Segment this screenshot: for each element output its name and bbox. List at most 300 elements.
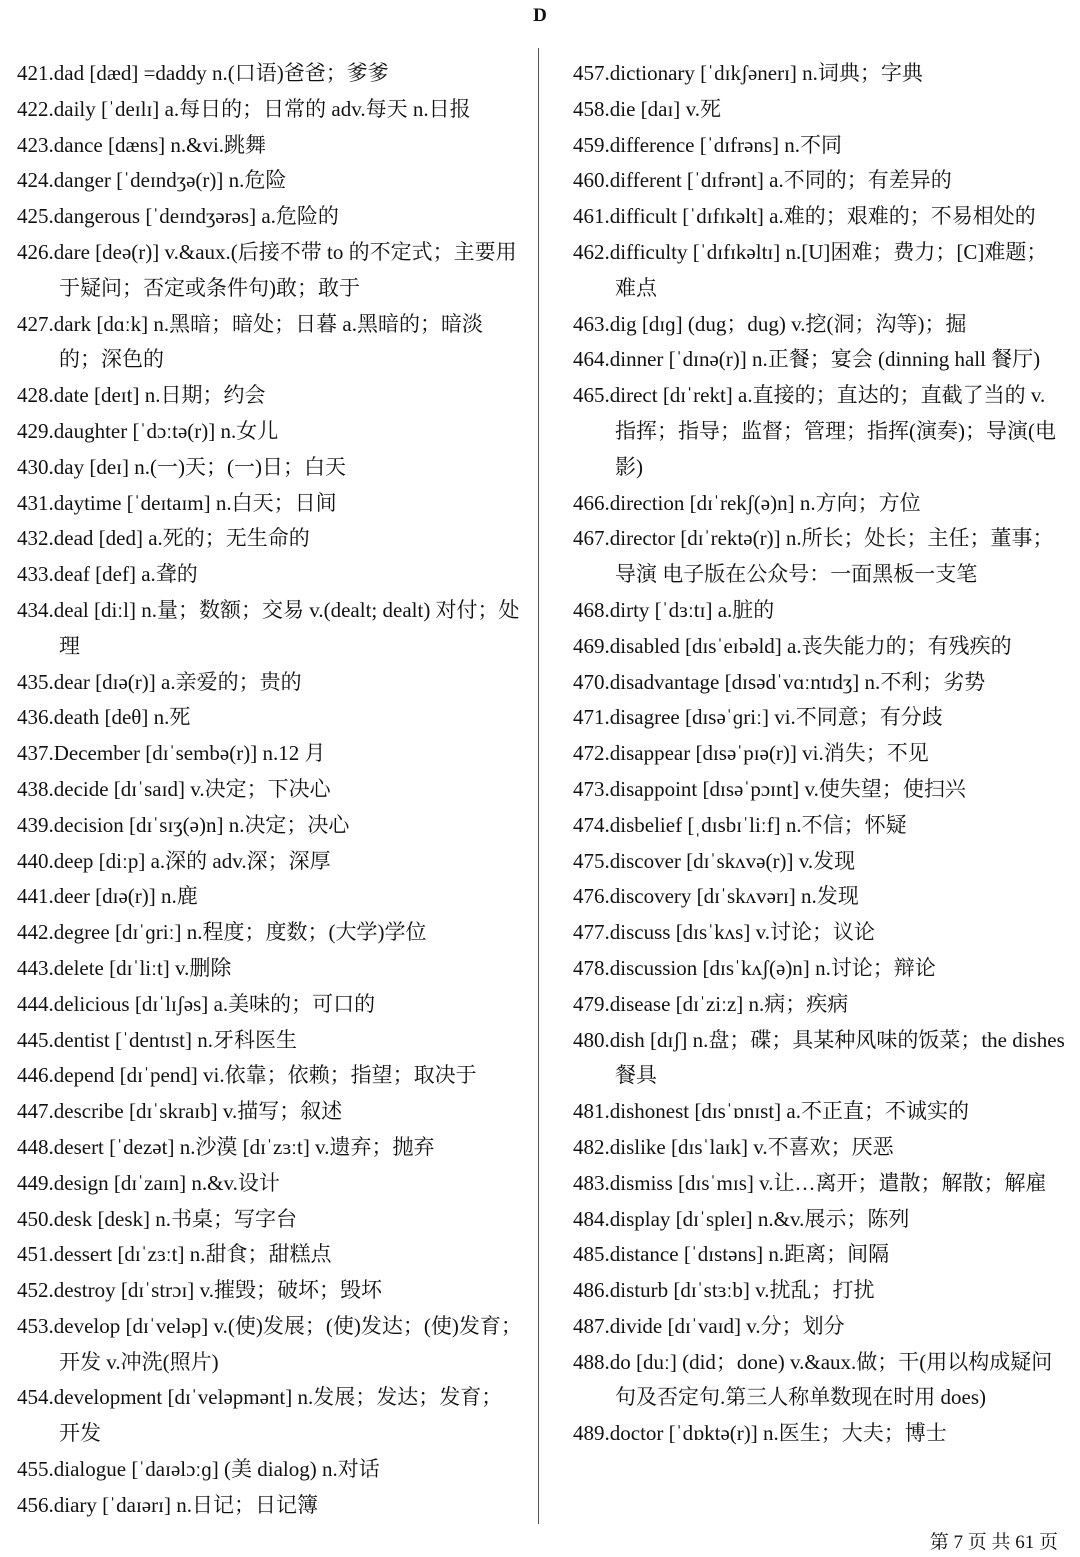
entry-number: 452. <box>17 1278 54 1303</box>
entry-word: dish <box>609 1027 645 1052</box>
entry-pronunciation: [ˈdeɪndʒə(r)] <box>116 168 224 193</box>
entry-number: 433. <box>17 562 54 587</box>
vocab-entry <box>17 307 522 379</box>
entry-pronunciation: [ˈdeɪndʒərəs] <box>145 204 257 229</box>
entry-number: 462. <box>573 239 610 264</box>
vocab-entry <box>573 128 1065 164</box>
vocab-entry <box>573 951 1065 987</box>
vocab-entry <box>17 128 522 164</box>
entry-pronunciation: [dɪˈstrɔɪ] <box>120 1278 195 1303</box>
vocab-entry <box>17 1023 522 1059</box>
entry-definition: a.脏的 <box>717 597 775 622</box>
entry-word: decision <box>53 812 124 837</box>
entry-pronunciation: [dɪˈveləpmənt] <box>167 1385 293 1410</box>
entry-word: delete <box>53 955 104 980</box>
entry-definition: v.讨论；议论 <box>755 920 875 945</box>
entry-number: 479. <box>573 991 610 1016</box>
entry-definition: v.删除 <box>175 955 232 980</box>
vocab-entry <box>17 1488 522 1524</box>
entry-definition: a.丧失能力的；有残疾的 <box>787 633 1012 658</box>
entry-word: dishonest <box>609 1099 690 1124</box>
vocab-entry <box>573 593 1065 629</box>
entry-definition: (美 dialog) n.对话 <box>224 1457 380 1482</box>
entry-number: 443. <box>17 955 54 980</box>
entry-number: 476. <box>573 884 610 909</box>
entry-pronunciation: [ˈdɜːtɪ] <box>654 597 713 622</box>
entry-number: 486. <box>573 1278 610 1303</box>
vocab-entry <box>573 92 1065 128</box>
entry-pronunciation: [dɪˈzɜːt] <box>117 1242 185 1267</box>
entry-pronunciation: [dɪˈsaɪd] <box>113 776 185 801</box>
entry-word: desk <box>53 1206 93 1231</box>
entry-definition: v.死 <box>685 96 721 121</box>
entry-word: date <box>53 383 89 408</box>
entry-pronunciation: [dɪsˈkʌʃ(ə)n] <box>702 955 810 980</box>
entry-word: dismiss <box>609 1170 673 1195</box>
entry-word: describe <box>53 1099 124 1124</box>
entry-word: deaf <box>53 562 90 587</box>
entry-pronunciation: [ˈdɪfrənt] <box>686 168 764 193</box>
entry-definition: a.不同的；有差异的 <box>769 168 952 193</box>
entry-pronunciation: [duː] <box>636 1349 677 1374</box>
vocab-entry <box>17 1237 522 1273</box>
entry-pronunciation: [dæd] <box>89 61 139 85</box>
entry-word: dare <box>53 239 90 264</box>
entry-word: disturb <box>609 1278 669 1303</box>
vocab-entry <box>573 915 1065 951</box>
entry-word: decide <box>53 776 109 801</box>
entry-word: dance <box>53 132 103 157</box>
vocab-entry <box>573 665 1065 701</box>
entry-number: 489. <box>573 1421 610 1446</box>
entry-number: 431. <box>17 490 54 515</box>
vocab-entry <box>17 414 522 450</box>
vocab-entry <box>573 736 1065 772</box>
entry-word: difficult <box>609 204 678 229</box>
entry-word: do <box>609 1349 631 1374</box>
entry-definition: n.甜食；甜糕点 <box>189 1242 332 1267</box>
entry-definition: v.让…离开；遣散；解散；解雇 <box>759 1170 1047 1195</box>
vocab-entry <box>17 879 522 915</box>
vocab-entry <box>17 1094 522 1130</box>
entry-definition: vi.不同意；有分歧 <box>774 705 943 730</box>
vocab-entry <box>17 736 522 772</box>
entry-number: 429. <box>17 418 54 443</box>
right-column <box>573 56 1065 1452</box>
vocab-entry <box>573 1309 1065 1345</box>
entry-definition: n.&vi.跳舞 <box>170 132 267 157</box>
entry-definition: n.女儿 <box>220 418 279 443</box>
entry-definition: a.聋的 <box>141 562 198 587</box>
entry-number: 484. <box>573 1206 610 1231</box>
entry-definition: n.(一)天；(一)日；白天 <box>134 454 346 479</box>
entry-word: day <box>53 454 85 479</box>
entry-word: danger <box>53 168 111 193</box>
entry-pronunciation: [dɪsəˈpɔɪnt] <box>702 776 800 801</box>
entry-number: 428. <box>17 383 54 408</box>
entry-definition: n.日期；约会 <box>144 383 266 408</box>
entry-word: die <box>609 96 636 121</box>
entry-number: 445. <box>17 1027 54 1052</box>
entry-number: 453. <box>17 1313 54 1338</box>
entry-pronunciation: [ˈdɪstəns] <box>683 1242 764 1267</box>
vocab-entry <box>573 629 1065 665</box>
entry-pronunciation: [dɪˈpend] <box>119 1063 198 1088</box>
entry-number: 430. <box>17 454 54 479</box>
entry-number: 483. <box>573 1170 610 1195</box>
entry-pronunciation: [dɪˈskraɪb] <box>128 1099 218 1124</box>
entry-number: 458. <box>573 96 610 121</box>
page-number: 第 7 页 共 61 页 <box>929 1532 1058 1553</box>
entry-definition: v.&aux.(后接不带 to 的不定式；主要用于疑问；否定或条件句)敢；敢于 <box>59 239 517 300</box>
entry-definition: a.亲爱的；贵的 <box>161 669 302 694</box>
entry-number: 468. <box>573 597 610 622</box>
page-header-letter: D <box>533 5 547 26</box>
vocab-entry <box>573 1166 1065 1202</box>
entry-pronunciation: [diːl] <box>93 597 136 622</box>
entry-word: discover <box>609 848 681 873</box>
entry-number: 425. <box>17 204 54 229</box>
entry-number: 488. <box>573 1349 610 1374</box>
entry-pronunciation: [deɪ] <box>89 454 129 479</box>
entry-number: 448. <box>17 1134 54 1159</box>
entry-number: 472. <box>573 741 610 766</box>
entry-number: 451. <box>17 1242 54 1267</box>
entry-pronunciation: [ded] <box>98 526 143 551</box>
entry-pronunciation: [dɪsˈlaɪk] <box>671 1134 748 1159</box>
entry-number: 477. <box>573 920 610 945</box>
entry-number: 427. <box>17 311 54 336</box>
entry-number: 464. <box>573 347 610 372</box>
vocab-entry <box>573 1094 1065 1130</box>
entry-number: 439. <box>17 812 54 837</box>
vocab-entry <box>17 808 522 844</box>
entry-word: depend <box>53 1063 115 1088</box>
entry-definition: n.所长；处长；主任；董事；导演 电子版在公众号：一面黑板一支笔 <box>615 526 1054 587</box>
entry-number: 463. <box>573 311 610 336</box>
entry-pronunciation: [dɪˈsɪʒ(ə)n] <box>128 812 224 837</box>
entry-pronunciation: [dɪˈskʌvə(r)] <box>686 848 794 873</box>
entry-pronunciation: [def] <box>95 562 136 587</box>
vocab-entry <box>573 1345 1065 1417</box>
vocab-entry <box>573 1416 1065 1452</box>
vocab-entry <box>573 486 1065 522</box>
entry-word: difficulty <box>609 239 688 264</box>
entry-word: destroy <box>53 1278 116 1303</box>
entry-definition: v.不喜欢；厌恶 <box>753 1134 894 1159</box>
entry-definition: v.分；划分 <box>746 1313 845 1338</box>
vocab-entry <box>573 1202 1065 1238</box>
vocab-entry <box>17 700 522 736</box>
vocab-entry <box>17 235 522 307</box>
entry-number: 435. <box>17 669 54 694</box>
entry-word: distance <box>609 1242 679 1267</box>
vocab-entry <box>573 808 1065 844</box>
entry-definition: v.(使)发展；(使)发达；(使)发育；开发 v.冲洗(照片) <box>59 1313 522 1374</box>
entry-number: 449. <box>17 1170 54 1195</box>
entry-word: doctor <box>609 1421 664 1446</box>
entry-definition: a.每日的；日常的 adv.每天 n.日报 <box>164 96 471 121</box>
entry-definition: a.难的；艰难的；不易相处的 <box>769 204 1036 229</box>
entry-pronunciation: [dæns] <box>107 132 166 157</box>
entry-word: disagree <box>609 705 680 730</box>
entry-number: 467. <box>573 526 610 551</box>
entry-definition: n.程度；度数；(大学)学位 <box>186 920 427 945</box>
entry-pronunciation: [diːp] <box>98 848 146 873</box>
entry-word: delicious <box>53 991 130 1016</box>
vocab-entry <box>17 378 522 414</box>
entry-word: direct <box>609 383 658 408</box>
column-divider <box>538 48 539 1524</box>
entry-number: 442. <box>17 920 54 945</box>
entry-definition: v.使失望；使扫兴 <box>804 776 966 801</box>
entry-number: 440. <box>17 848 54 873</box>
entry-pronunciation: [dɪə(r)] <box>95 884 156 909</box>
entry-word: daughter <box>53 418 128 443</box>
entry-number: 460. <box>573 168 610 193</box>
entry-number: 475. <box>573 848 610 873</box>
entry-number: 469. <box>573 633 610 658</box>
vocab-entry <box>573 521 1065 593</box>
entry-definition: v.摧毁；破坏；毁坏 <box>199 1278 382 1303</box>
entry-word: discussion <box>609 955 698 980</box>
entry-number: 424. <box>17 168 54 193</box>
entry-word: daytime <box>53 490 122 515</box>
entry-word: disease <box>609 991 671 1016</box>
entry-number: 434. <box>17 597 54 622</box>
entry-number: 450. <box>17 1206 54 1231</box>
vocab-entry <box>573 1023 1065 1095</box>
entry-number: 481. <box>573 1099 610 1124</box>
entry-number: 478. <box>573 955 610 980</box>
entry-definition: n.书桌；写字台 <box>155 1206 297 1231</box>
entry-definition: (did；done) v.&aux.做；干(用以构成疑问句及否定句.第三人称单数现在时用 does) <box>615 1349 1053 1410</box>
entry-definition: n.鹿 <box>161 884 198 909</box>
vocab-entry <box>17 199 522 235</box>
entry-definition: n.发展；发达；发育；开发 <box>59 1385 503 1446</box>
entry-pronunciation: [deɪt] <box>93 383 140 408</box>
entry-definition: =daddy n.(口语)爸爸；爹爹 <box>143 61 389 85</box>
entry-pronunciation: [dɪˈlɪʃəs] <box>134 991 209 1016</box>
entry-definition: v.描写；叙述 <box>222 1099 343 1124</box>
entry-definition: n.正餐；宴会 (dinning hall 餐厅) <box>752 347 1041 372</box>
entry-pronunciation: [ˈdɪfɪkəltɪ] <box>692 239 781 264</box>
entry-pronunciation: [dɪsˈkʌs] <box>675 920 751 945</box>
entry-word: dictionary <box>609 61 695 85</box>
entry-pronunciation: [deə(r)] <box>95 239 160 264</box>
entry-definition: a.死的；无生命的 <box>148 526 310 551</box>
entry-number: 487. <box>573 1313 610 1338</box>
vocab-entry <box>573 987 1065 1023</box>
entry-word: dislike <box>609 1134 666 1159</box>
entry-pronunciation: [ˈdɪnə(r)] <box>668 347 747 372</box>
entry-word: develop <box>53 1313 121 1338</box>
entry-pronunciation: [ˈdɔːtə(r)] <box>132 418 216 443</box>
entry-definition: vi.消失；不见 <box>802 741 929 766</box>
vocab-entry <box>17 557 522 593</box>
entry-definition: n.方向；方位 <box>799 490 921 515</box>
entry-number: 444. <box>17 991 54 1016</box>
vocab-entry <box>573 307 1065 343</box>
entry-number: 459. <box>573 132 610 157</box>
entry-pronunciation: [dɪˈrekt] <box>662 383 733 408</box>
left-column <box>17 56 522 1524</box>
entry-word: disappear <box>609 741 691 766</box>
entry-number: 456. <box>17 1492 54 1517</box>
entry-number: 436. <box>17 705 54 730</box>
entry-word: December <box>53 741 141 766</box>
vocab-entry <box>573 56 1065 92</box>
entry-pronunciation: [dɪˈzaɪn] <box>113 1170 187 1195</box>
vocab-entry <box>17 1452 522 1488</box>
entry-pronunciation: [ˈdaɪərɪ] <box>102 1492 171 1517</box>
entry-definition: n.词典；字典 <box>802 61 923 85</box>
vocab-entry <box>573 199 1065 235</box>
entry-word: deer <box>53 884 90 909</box>
entry-word: daily <box>53 96 96 121</box>
entry-word: deal <box>53 597 89 622</box>
vocab-entry <box>573 235 1065 307</box>
entry-pronunciation: [dɪsˈmɪs] <box>678 1170 754 1195</box>
entry-definition: a.直接的；直达的；直截了当的 v.指挥；指导；监督；管理；指挥(演奏)；导演(电影) <box>615 383 1056 479</box>
entry-pronunciation: [dɪˈliːt] <box>109 955 170 980</box>
entry-pronunciation: [dɪsəˈɡriː] <box>684 705 769 730</box>
entry-definition: n.危险 <box>228 168 287 193</box>
entry-word: dessert <box>53 1242 113 1267</box>
vocab-entry <box>17 665 522 701</box>
entry-pronunciation: [dɪʃ] <box>650 1027 688 1052</box>
entry-word: divide <box>609 1313 663 1338</box>
entry-pronunciation: [ˈdezət] <box>109 1134 175 1159</box>
entry-number: 446. <box>17 1063 54 1088</box>
entry-pronunciation: [dɪˈskʌvərɪ] <box>696 884 796 909</box>
entry-number: 423. <box>17 132 54 157</box>
entry-word: dialogue <box>53 1457 127 1482</box>
vocab-entry <box>17 1166 522 1202</box>
vocab-entry <box>573 879 1065 915</box>
entry-definition: n.沙漠 [dɪˈzɜːt] v.遗弃；抛弃 <box>179 1134 435 1159</box>
vocab-entry <box>573 844 1065 880</box>
vocab-entry <box>17 1058 522 1094</box>
entry-pronunciation: [ˈdɪkʃənerɪ] <box>700 61 797 85</box>
entry-pronunciation: [ˈdentɪst] <box>115 1027 192 1052</box>
entry-number: 432. <box>17 526 54 551</box>
entry-word: dangerous <box>53 204 141 229</box>
entry-pronunciation: [dɪˈrektə(r)] <box>680 526 781 551</box>
entry-word: design <box>53 1170 109 1195</box>
vocab-entry <box>17 1380 522 1452</box>
entry-definition: v.扰乱；打扰 <box>755 1278 875 1303</box>
entry-word: dark <box>53 311 92 336</box>
entry-word: direction <box>609 490 685 515</box>
vocab-entry <box>573 772 1065 808</box>
vocab-entry <box>573 378 1065 485</box>
entry-pronunciation: [dɪˈstɜːb] <box>673 1278 750 1303</box>
entry-number: 482. <box>573 1134 610 1159</box>
entry-definition: n.量；数额；交易 v.(dealt; dealt) 对付；处理 <box>59 597 520 658</box>
vocab-entry <box>17 521 522 557</box>
entry-pronunciation: [ˈdaɪəlɔːɡ] <box>131 1457 219 1482</box>
entry-word: disappoint <box>609 776 698 801</box>
entry-pronunciation: [daɪ] <box>640 96 681 121</box>
entry-number: 421. <box>17 61 54 85</box>
entry-word: diary <box>53 1492 97 1517</box>
entry-word: deep <box>53 848 94 873</box>
entry-word: display <box>609 1206 671 1231</box>
entry-definition: v.决定；下决心 <box>190 776 331 801</box>
entry-definition: n.白天；日间 <box>215 490 337 515</box>
entry-number: 441. <box>17 884 54 909</box>
entry-word: different <box>609 168 682 193</box>
entry-definition: n.决定；决心 <box>228 812 350 837</box>
entry-word: disadvantage <box>609 669 720 694</box>
entry-pronunciation: [ˈdeɪtaɪm] <box>126 490 211 515</box>
vocab-entry <box>17 450 522 486</box>
vocab-entry <box>573 1130 1065 1166</box>
vocab-entry <box>17 987 522 1023</box>
entry-definition: a.深的 adv.深；深厚 <box>150 848 331 873</box>
vocab-entry <box>17 772 522 808</box>
entry-definition: n.黑暗；暗处；日暮 a.黑暗的；暗淡的；深色的 <box>59 311 483 372</box>
entry-pronunciation: [desk] <box>97 1206 150 1231</box>
entry-pronunciation: [dɪsədˈvɑːntɪdʒ] <box>724 669 860 694</box>
entry-word: development <box>53 1385 163 1410</box>
entry-definition: (dug；dug) v.挖(洞；沟等)；掘 <box>687 311 967 336</box>
entry-word: discuss <box>609 920 671 945</box>
entry-word: disbelief <box>609 812 683 837</box>
vocab-entry <box>573 163 1065 199</box>
entry-word: dentist <box>53 1027 110 1052</box>
entry-number: 438. <box>17 776 54 801</box>
entry-word: dig <box>609 311 637 336</box>
entry-pronunciation: [dɪˈsembə(r)] <box>145 741 258 766</box>
entry-definition: n.日记；日记簿 <box>176 1492 318 1517</box>
entry-definition: vi.依靠；依赖；指望；取决于 <box>203 1063 477 1088</box>
entry-pronunciation: [dɪˈrekʃ(ə)n] <box>689 490 795 515</box>
entry-definition: n.[U]困难；费力；[C]难题；难点 <box>615 239 1048 300</box>
entry-word: director <box>609 526 676 551</box>
entry-number: 457. <box>573 61 610 85</box>
entry-pronunciation: [ˈdɪfrəns] <box>699 132 780 157</box>
entry-number: 473. <box>573 776 610 801</box>
entry-pronunciation: [dɑːk] <box>96 311 149 336</box>
entry-number: 465. <box>573 383 610 408</box>
entry-pronunciation: [ˈdɪfɪkəlt] <box>682 204 764 229</box>
entry-definition: n.牙科医生 <box>197 1027 297 1052</box>
entry-number: 437. <box>17 741 54 766</box>
entry-word: dad <box>53 61 85 85</box>
entry-pronunciation: [dɪɡ] <box>641 311 683 336</box>
entry-definition: n.距离；间隔 <box>768 1242 890 1267</box>
entry-number: 422. <box>17 96 54 121</box>
vocab-entry <box>17 486 522 522</box>
entry-definition: n.不利；劣势 <box>864 669 986 694</box>
vocab-entry <box>573 1273 1065 1309</box>
entry-pronunciation: [dɪˈspleɪ] <box>675 1206 753 1231</box>
entry-word: dear <box>53 669 90 694</box>
entry-number: 454. <box>17 1385 54 1410</box>
entry-number: 466. <box>573 490 610 515</box>
entry-pronunciation: [dɪsˈɒnɪst] <box>694 1099 782 1124</box>
vocab-entry <box>17 1309 522 1381</box>
entry-word: degree <box>53 920 110 945</box>
entry-word: dinner <box>609 347 664 372</box>
vocab-entry <box>17 1202 522 1238</box>
entry-definition: n.12 月 <box>262 741 326 766</box>
vocab-entry <box>17 92 522 128</box>
entry-word: discovery <box>609 884 692 909</box>
entry-definition: n.病；疾病 <box>748 991 849 1016</box>
